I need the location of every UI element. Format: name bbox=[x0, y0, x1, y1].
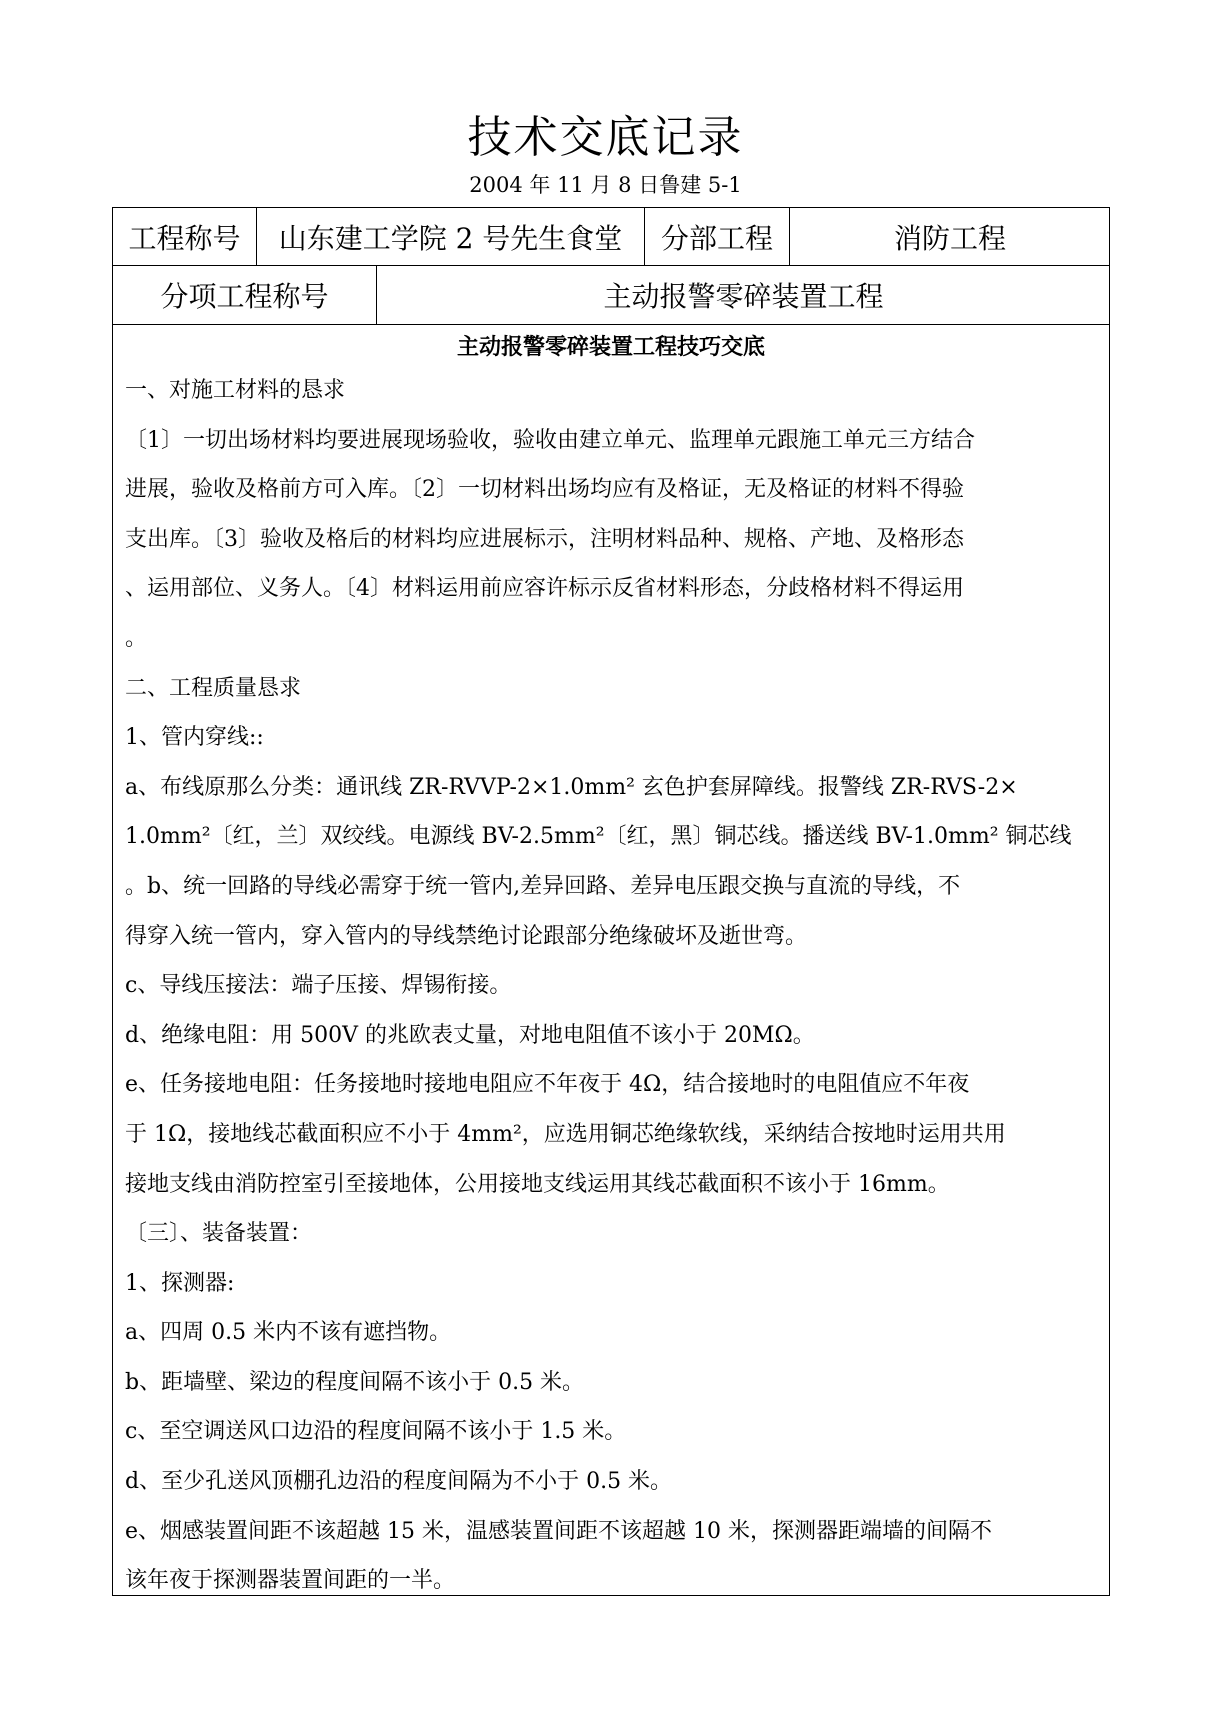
division-value: 消防工程 bbox=[893, 221, 1006, 255]
content-heading: 主动报警零碎装置工程技巧交底 bbox=[456, 334, 765, 360]
content-line: 1、管内穿线:: bbox=[125, 725, 264, 751]
content-line: e、烟感装置间距不该超越 15 米，温感装置间距不该超越 10 米，探测器距端墙的间隔不 bbox=[125, 1518, 992, 1544]
content-line: d、至少孔送风顶棚孔边沿的程度间隔为不小于 0.5 米。 bbox=[125, 1469, 673, 1495]
record-form bbox=[112, 207, 1110, 1596]
content-line: 支出库。〔3〕验收及格后的材料均应进展标示，注明材料品种、规格、产地、及格形态 bbox=[125, 526, 964, 552]
content-line: b、距墙壁、梁边的程度间隔不该小于 0.5 米。 bbox=[125, 1369, 585, 1395]
content-line: 该年夜于探测器装置间距的一半。 bbox=[125, 1568, 456, 1594]
content-line: 1.0mm²〔红，兰〕双绞线。电源线 BV-2.5mm²〔红，黑〕铜芯线。播送线 BV-1.0mm² 铜芯线 bbox=[125, 824, 1072, 850]
content-line: 〔1〕一切出场材料均要进展现场验收，验收由建立单元、监理单元跟施工单元三方结合 bbox=[125, 427, 975, 453]
subitem-info-row bbox=[113, 266, 1109, 325]
division-label: 分部工程 bbox=[645, 208, 790, 265]
disclosure-content bbox=[113, 325, 1109, 1606]
content-line: c、至空调送风口边沿的程度间隔不该小于 1.5 米。 bbox=[125, 1419, 627, 1445]
content-line: 接地支线由消防控室引至接地体，公用接地支线运用其线芯截面积不该小于 16mm。 bbox=[125, 1171, 950, 1197]
content-line: 得穿入统一管内，穿入管内的导线禁绝讨论跟部分绝缘破坏及逝世弯。 bbox=[125, 923, 808, 949]
document-title: 技术交底记录 bbox=[467, 112, 744, 163]
content-line: c、导线压接法：端子压接、焊锡衔接。 bbox=[125, 973, 512, 999]
content-line: 二、工程质量恳求 bbox=[125, 675, 302, 701]
content-line: e、任务接地电阻：任务接地时接地电阻应不年夜于 4Ω，结合接地时的电阻值应不年夜 bbox=[125, 1072, 970, 1098]
content-line: 。 bbox=[125, 625, 148, 651]
content-line: d、绝缘电阻：用 500V 的兆欧表丈量，对地电阻值不该小于 20MΩ。 bbox=[125, 1022, 815, 1048]
content-line: a、四周 0.5 米内不该有遮挡物。 bbox=[125, 1320, 452, 1346]
content-line: 于 1Ω，接地线芯截面积应不小于 4mm²，应选用铜芯绝缘软线，采纳结合按地时运用共用 bbox=[125, 1121, 1006, 1147]
content-line: 、运用部位、义务人。〔4〕材料运用前应容许标示反省材料形态，分歧格材料不得运用 bbox=[125, 576, 964, 602]
subitem-label: 分项工程称号 bbox=[113, 266, 377, 324]
content-line: 。b、统一回路的导线必需穿于统一管内,差异回路、差异电压跟交换与直流的导线，不 bbox=[125, 873, 961, 899]
content-body bbox=[125, 366, 1097, 1606]
project-name-value: 山东建工学院 2 号先生食堂 bbox=[257, 208, 645, 265]
content-line: 进展，验收及格前方可入库。〔2〕一切材料出场均应有及格证，无及格证的材料不得验 bbox=[125, 477, 964, 503]
content-line: 〔三〕、装备装置： bbox=[125, 1221, 313, 1247]
content-line: a、布线原那么分类：通讯线 ZR-RVVP-2×1.0mm² 玄色护套屏障线。报警线 ZR-RVS-2× bbox=[125, 774, 1018, 800]
content-line: 1、探测器: bbox=[125, 1270, 235, 1296]
content-line: 一、对施工材料的恳求 bbox=[125, 378, 346, 403]
project-name-label: 工程称号 bbox=[113, 208, 257, 265]
document-date-code: 2004 年 11 月 8 日鲁建 5-1 bbox=[469, 173, 742, 197]
project-info-row bbox=[113, 208, 1109, 266]
subitem-value: 主动报警零碎装置工程 bbox=[603, 280, 884, 313]
